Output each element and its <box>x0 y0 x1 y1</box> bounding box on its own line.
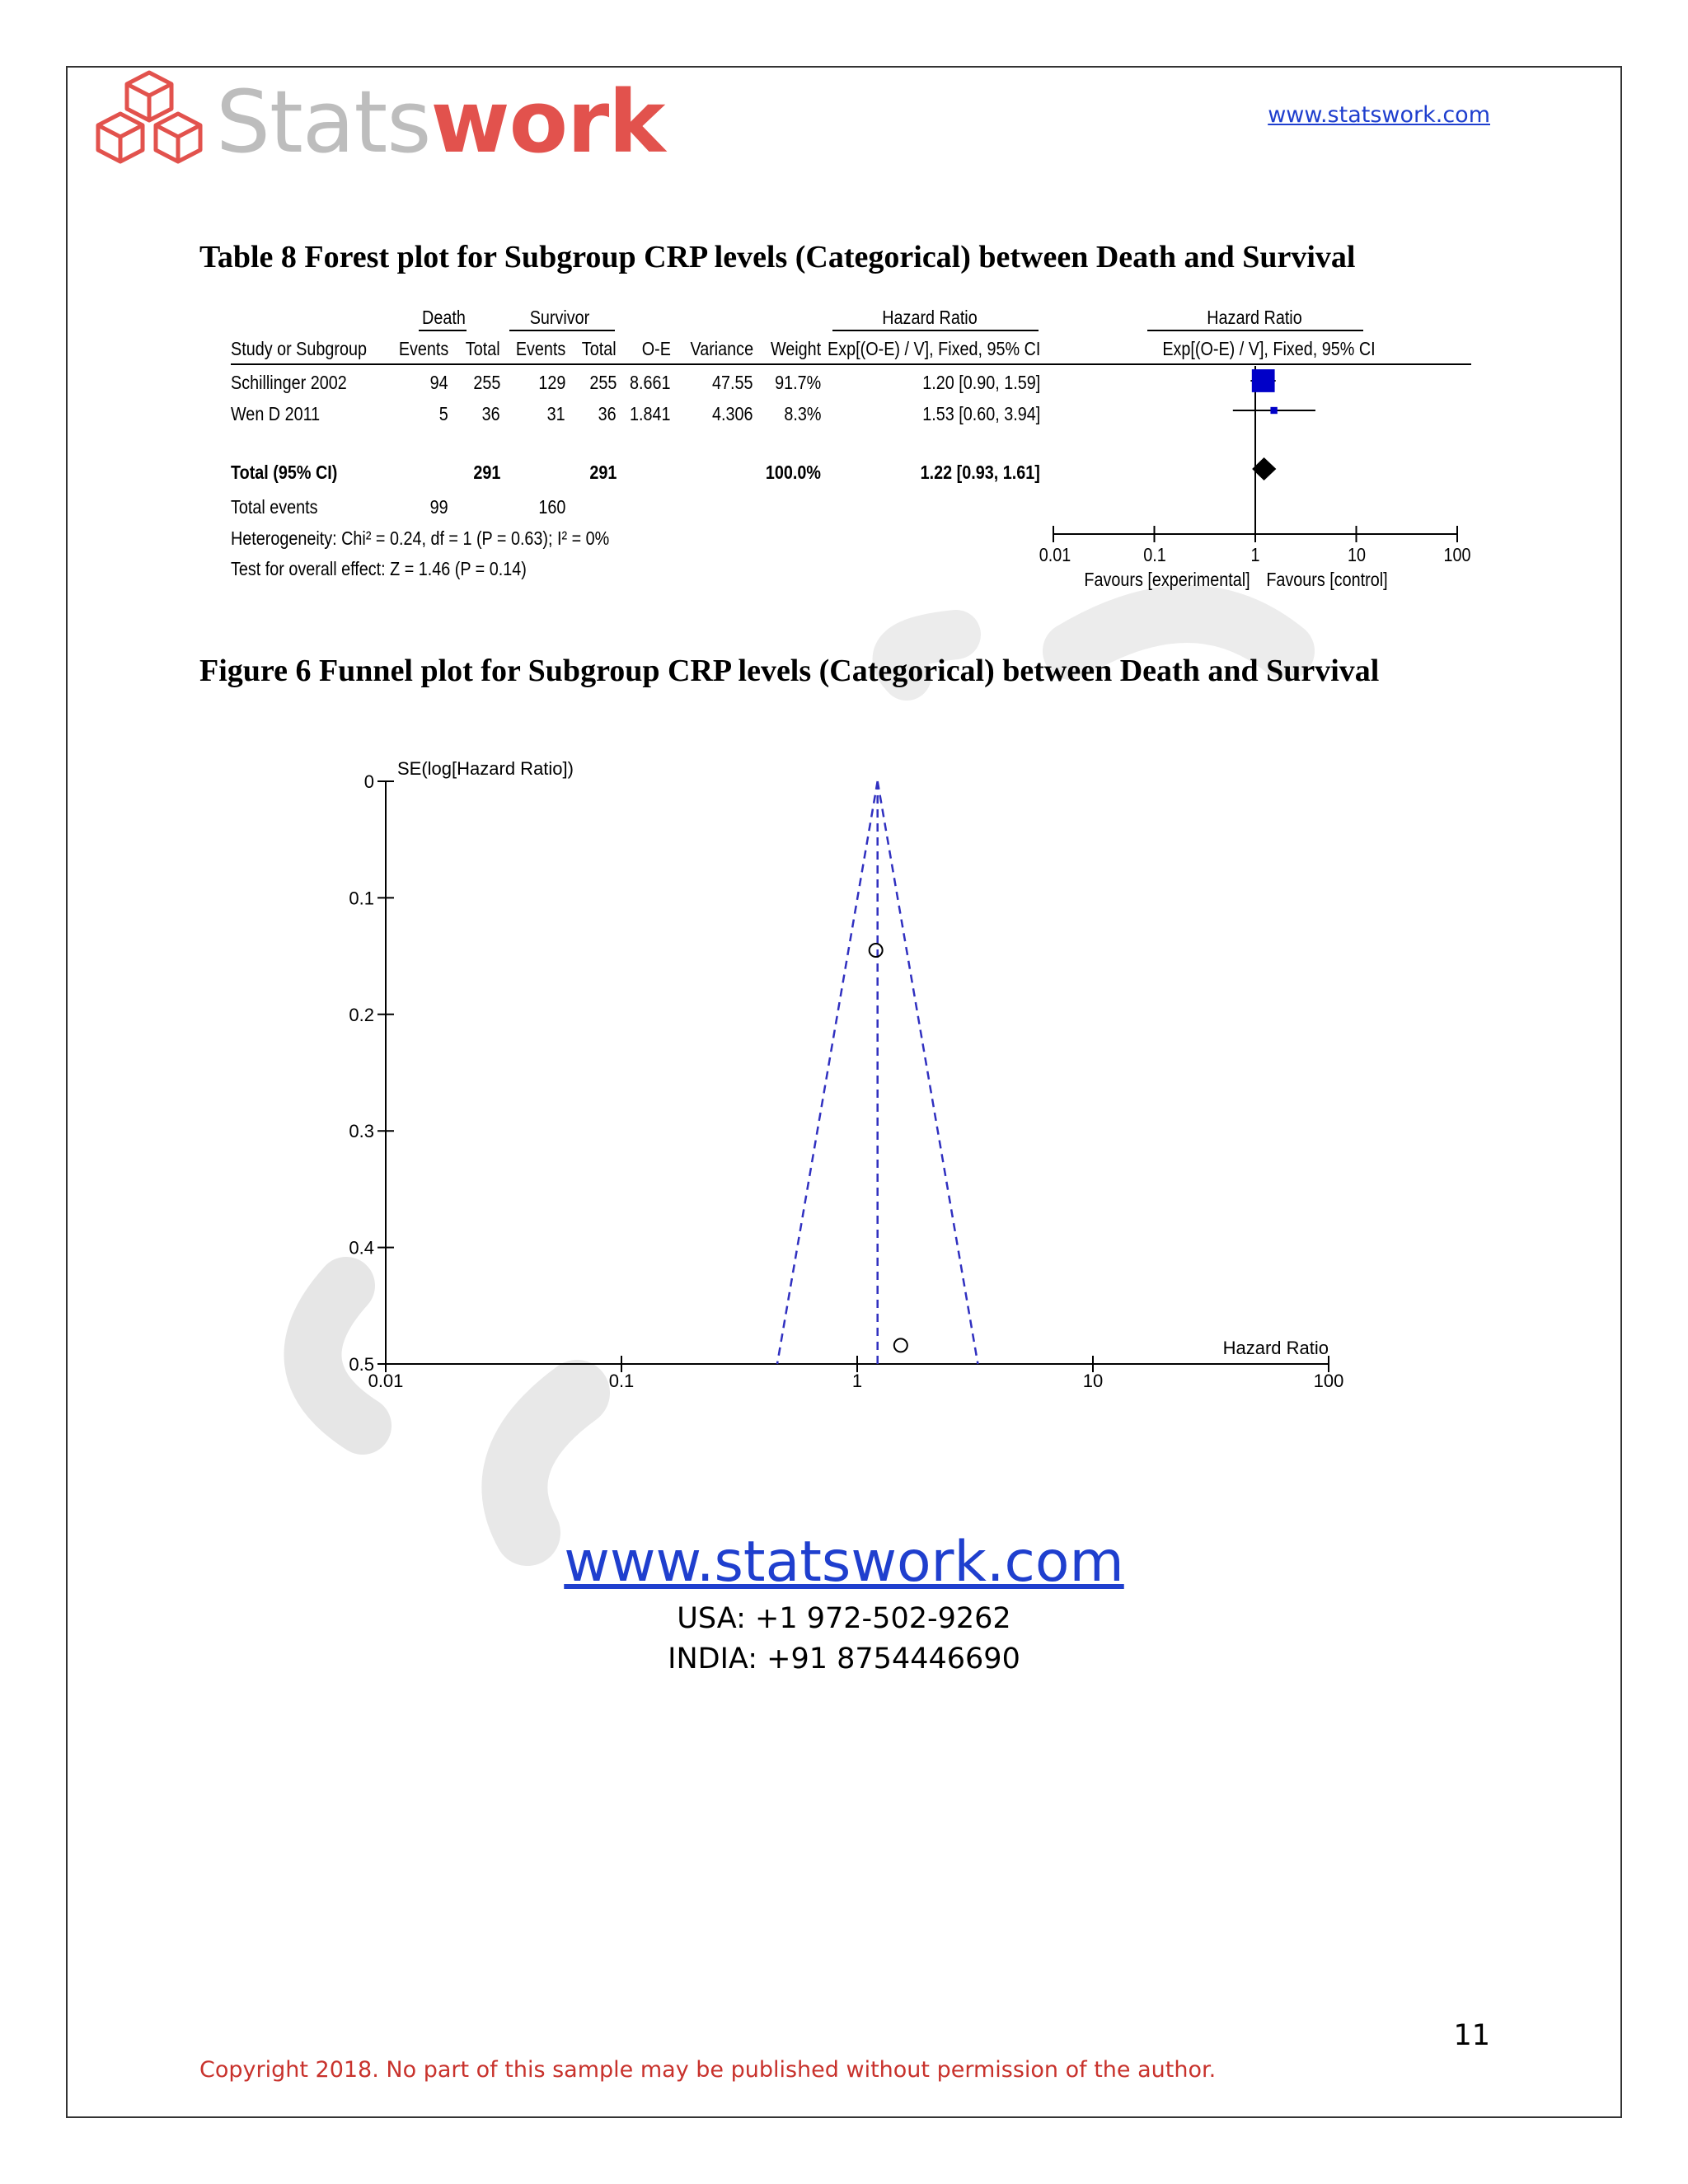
funnel-plot <box>330 742 1385 1418</box>
funnel-x-tick-label: 0.01 <box>368 1371 404 1391</box>
funnel-caption: Figure 6 Funnel plot for Subgroup CRP levels (Categorical) between Death and Survival <box>199 654 1380 688</box>
forest-tick-label: 0.01 <box>1039 544 1071 565</box>
group-header-death: Death <box>422 307 466 328</box>
total-weight: 100.0% <box>765 462 821 483</box>
funnel-x-label: Hazard Ratio <box>1222 1338 1329 1358</box>
hr-header-rule <box>832 330 1039 331</box>
funnel-x-tick-label: 0.1 <box>608 1371 635 1391</box>
weight-value: 8.3% <box>783 403 821 424</box>
study-point <box>870 944 883 957</box>
statswork-logo <box>89 66 664 177</box>
death-events: 94 <box>429 372 448 393</box>
death-events: 5 <box>438 403 448 424</box>
variance-value: 47.55 <box>712 372 753 393</box>
survivor-header-rule <box>509 330 615 331</box>
total-events-survivor: 160 <box>537 496 565 518</box>
study-name: Schillinger 2002 <box>231 372 347 393</box>
hr-plot-header-rule <box>1147 330 1363 331</box>
study-name: Wen D 2011 <box>231 403 321 424</box>
logo-text-stats: Stats <box>216 71 431 172</box>
col-hr-plot: Exp[(O-E) / V], Fixed, 95% CI <box>1162 338 1376 359</box>
forest-tick-label: 1 <box>1250 544 1260 565</box>
overall-effect-text: Test for overall effect: Z = 1.46 (P = 0.14) <box>231 558 527 579</box>
funnel-x-tick-label: 100 <box>1313 1371 1344 1391</box>
forest-tick-label: 10 <box>1347 544 1366 565</box>
oe-value: 8.661 <box>630 372 671 393</box>
variance-value: 4.306 <box>712 403 753 424</box>
funnel-x-tick-label: 1 <box>851 1371 863 1391</box>
total-survivor: 291 <box>588 462 617 483</box>
total-label: Total (95% CI) <box>231 462 338 483</box>
col-weight: Weight <box>770 338 821 359</box>
hr-value: 1.53 [0.60, 3.94] <box>922 403 1040 424</box>
col-variance: Variance <box>690 338 753 359</box>
funnel-y-tick-label: 0.5 <box>349 1354 374 1375</box>
copyright-notice: Copyright 2018. No part of this sample may be published without permission of the author. <box>199 2057 1217 2083</box>
funnel-y-tick-label: 0.4 <box>349 1237 374 1258</box>
forest-caption: Table 8 Forest plot for Subgroup CRP levels (Categorical) between Death and Survival <box>199 240 1356 274</box>
heterogeneity-text: Heterogeneity: Chi² = 0.24, df = 1 (P = 0.63); I² = 0% <box>231 527 610 549</box>
funnel-y-label: SE(log[Hazard Ratio]) <box>397 758 574 779</box>
survivor-events: 31 <box>546 403 565 424</box>
header-link[interactable]: www.statswork.com <box>1268 102 1490 128</box>
total-events-death: 99 <box>429 496 448 518</box>
funnel-y-tick-label: 0.1 <box>349 888 374 909</box>
survivor-total: 255 <box>588 372 617 393</box>
page-number: 11 <box>1453 2019 1490 2052</box>
col-oe: O-E <box>641 338 671 359</box>
funnel-left-limit <box>777 781 878 1364</box>
funnel-y-tick-label: 0.3 <box>349 1121 374 1142</box>
study-weight-square <box>1270 407 1277 414</box>
total-hr: 1.22 [0.93, 1.61] <box>920 462 1040 483</box>
funnel-right-limit <box>878 781 978 1364</box>
col-death-events: Events <box>398 338 448 359</box>
funnel-y-tick-label: 0.2 <box>349 1004 374 1025</box>
contact-website-link[interactable]: www.statswork.com <box>564 1530 1124 1595</box>
hr-value: 1.20 [0.90, 1.59] <box>922 372 1040 393</box>
col-hr: Exp[(O-E) / V], Fixed, 95% CI <box>827 338 1040 359</box>
survivor-events: 129 <box>537 372 565 393</box>
col-survivor-total: Total <box>582 338 617 359</box>
contact-india-phone: INDIA: +91 8754446690 <box>668 1643 1020 1675</box>
cubes-logo-icon <box>89 66 209 177</box>
funnel-x-tick-label: 10 <box>1082 1371 1104 1391</box>
death-total: 36 <box>481 403 500 424</box>
weight-value: 91.7% <box>774 372 821 393</box>
logo-text-work: work <box>430 71 665 172</box>
favours-experimental: Favours [experimental] <box>1084 569 1250 590</box>
study-point <box>894 1338 907 1352</box>
funnel-y-tick-label: 0 <box>363 771 374 792</box>
forest-tick-label: 0.1 <box>1142 544 1166 565</box>
col-study: Study or Subgroup <box>231 338 367 359</box>
group-header-survivor: Survivor <box>529 307 590 328</box>
total-death: 291 <box>472 462 500 483</box>
contact-usa-phone: USA: +1 972-502-9262 <box>677 1602 1011 1635</box>
forest-tick-label: 100 <box>1443 544 1471 565</box>
logo-wordmark <box>216 71 665 172</box>
study-weight-square <box>1252 369 1275 392</box>
survivor-total: 36 <box>598 403 617 424</box>
group-header-hazard-ratio-plot: Hazard Ratio <box>1207 307 1302 328</box>
death-total: 255 <box>472 372 500 393</box>
death-header-rule <box>419 330 467 331</box>
group-header-hazard-ratio: Hazard Ratio <box>882 307 978 328</box>
col-survivor-events: Events <box>515 338 565 359</box>
total-events-label: Total events <box>231 496 318 518</box>
oe-value: 1.841 <box>630 403 671 424</box>
col-death-total: Total <box>466 338 500 359</box>
favours-control: Favours [control] <box>1266 569 1388 590</box>
